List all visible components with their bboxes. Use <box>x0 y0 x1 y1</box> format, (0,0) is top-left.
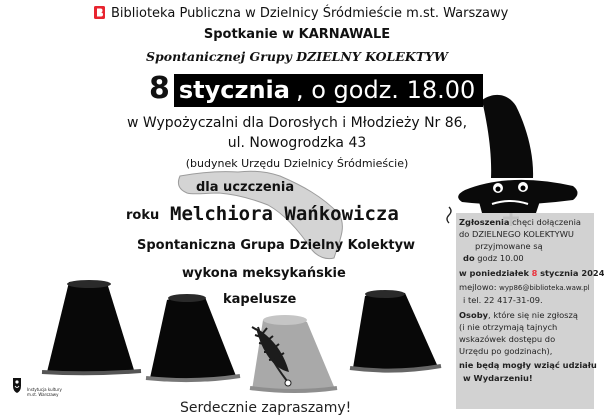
registration-line: do DZIELNEGO KOLEKTYWU <box>459 229 575 239</box>
registration-email-link[interactable]: wyp86@biblioteka.waw.pl <box>499 284 590 292</box>
event-time: , o godz. 18.00 <box>296 74 483 107</box>
performer-line: Spontaniczna Grupa Dzielny Kolektyw <box>137 238 416 253</box>
honor-name: Melchiora Wańkowicza <box>170 203 399 225</box>
registration-line: przyjmowane są <box>475 241 543 251</box>
registration-deadline: w poniedziałek 8 stycznia 2024 <box>459 268 604 278</box>
event-date-day: 8 <box>149 71 170 106</box>
event-heading: Spotkanie w KARNAWALE <box>203 27 391 42</box>
group-subtitle: Spontanicznej Grupy DZIELNY KOLEKTYW <box>146 49 448 64</box>
registration-line: Osoby, które się nie zgłoszą <box>459 310 578 320</box>
registration-line: do godz 10.00 <box>463 253 524 263</box>
event-date-month: stycznia <box>174 74 296 107</box>
honor-prefix: roku <box>126 208 160 223</box>
library-name <box>94 6 508 21</box>
honor-line: dla uczczenia <box>196 180 295 195</box>
event-date <box>149 72 483 108</box>
venue-note: (budynek Urzędu Dzielnicy Śródmieście) <box>185 157 409 170</box>
perform-line: wykona meksykańskie <box>182 266 346 281</box>
venue-line: w Wypożyczalni dla Dorosłych i Młodzieży Nr 86, <box>126 115 468 131</box>
registration-line: wskazówek dostępu do <box>459 334 556 344</box>
library-logo-icon <box>94 6 105 19</box>
warsaw-mermaid-crest-icon <box>12 377 22 393</box>
witch-hat-icon <box>350 290 441 371</box>
registration-email-line: mejlowo: wyp86@biblioteka.waw.pl <box>459 282 590 292</box>
registration-line: nie będą mogły wziąć udziału <box>459 360 597 370</box>
invitation-line: Serdecznie zapraszamy! <box>180 400 352 416</box>
registration-line: w Wydarzeniu! <box>463 373 533 383</box>
registration-line: Urzędu po godzinach), <box>459 346 553 356</box>
registration-panel <box>456 213 604 409</box>
registration-phone: i tel. 22 417-31-09. <box>463 295 543 305</box>
library-name-text: Biblioteka Publiczna w Dzielnicy Śródmieście m.st. Warszawy <box>111 6 509 21</box>
venue-address: ul. Nowogrodzka 43 <box>227 135 367 151</box>
footer-caption: Instytucja kultury m.st. Warszawy <box>27 387 62 397</box>
perform-object: kapelusze <box>223 292 297 307</box>
witch-hat-icon <box>42 280 141 373</box>
registration-line: Zgłoszenia chęci dołączenia <box>459 217 582 227</box>
registration-line: (i nie otrzymają tajnych <box>459 322 558 332</box>
witch-hat-icon <box>250 315 337 392</box>
